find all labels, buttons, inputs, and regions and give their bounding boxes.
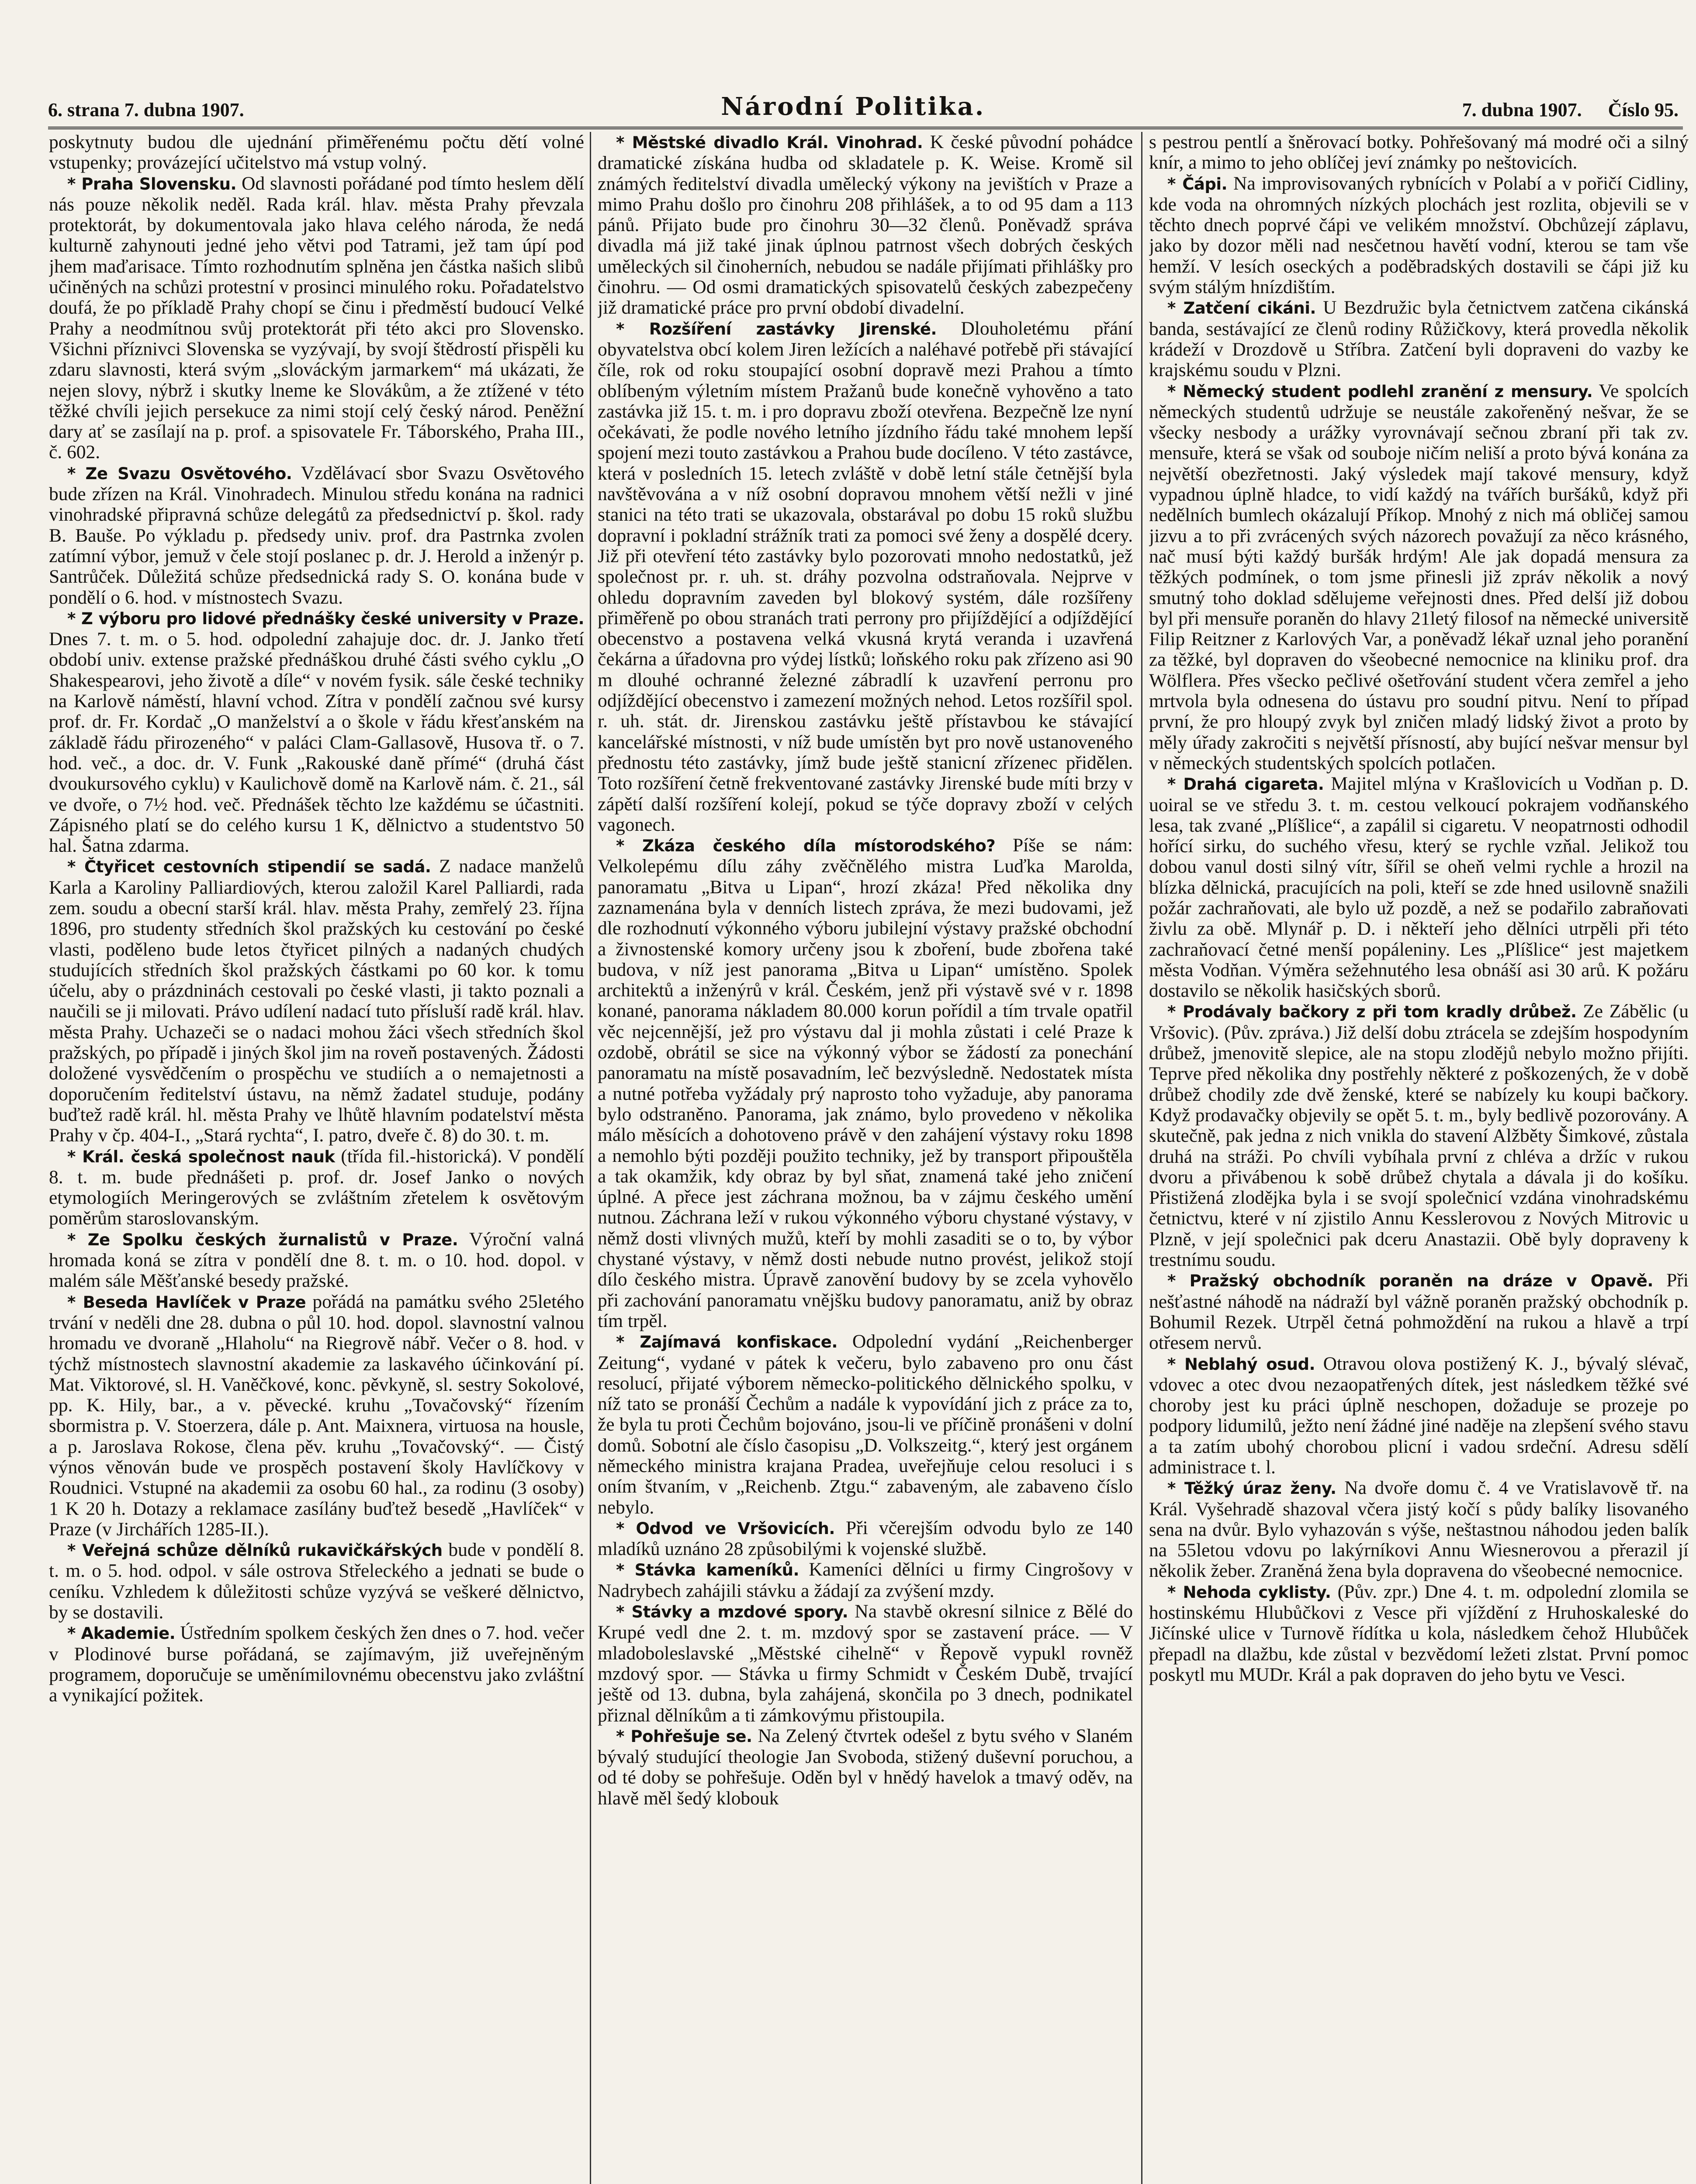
article-body: Píše se nám: Velkolepému dílu záhy zvěčnělého mistra Luďka Marolda, panoramatu „Bitva u Lipan“, hrozí zkáza! Před několika dny zaznamenána byla v denních listech zpráva, že mezi budovami, jež dle rozhodnutí výkonného výboru jubilejní výstavy pražské obchodní a živnostenské komory určeny jsou k zboření, bude zbořena také budova, v níž jest panorama „Bitva u Lipan“ umístěno. Spolek architektů a inženýrů v král. Českém, jenž při výstavě své v r. 1898 konané, panorama nákladem 80.000 korun pořídil a tím trvale opatřil věc nejcennější, jež pro výstavu dal ji mohla zůstati i celé Praze k ozdobě, obrátil se sice na výkonný výbor se žádostí za ponechání panoramatu na místě posavadním, leč bezvýsledně. Nedostatek místa a nutné potřeba vyžádaly prý naprosto toho vyžaduje, aby panorama bylo odstraněno. Panorama, jak známo, bylo provedeno v několika málo měsících a dohotoveno právě v den zahájení výstavy roku 1898 a nemohlo býti později použito techniky, jež by transport připouštěla a tak okamžik, kdy obraz by byl sňat, znamená také jeho zničení úplné. A přece jest záchrana možnou, ba v zájmu českého umění nutnou. Záchrana leží v rukou výkonného výboru chystané výstavy, v němž dosti vlivných mužů, kteří by mohli zasaditi se o to, by výbor chystané výstavy, v němž dosti nebude nutno provést, jelikož stojí dílo českého mistra. Úpravě zanovění budovy by se zcela vyhovělo při zachování panoramatu vnějšku budovy panoramatu, aniž by obraz tím trpěl. [598, 835, 1133, 1331]
article-heading: * Zatčení cikáni. [1167, 299, 1316, 318]
article-heading: * Pražský obchodník poraněn na dráze v Opavě. [1167, 1272, 1653, 1291]
article-body: Na Zelený čtvrtek odešel z bytu svého v Slaném bývalý studující theologie Jan Svoboda, stižený duševní poruchou, a od té doby se pohřešuje. Oděn byl v hnědý havelok a tmavý oděv, na hlavě měl šedý klobouk [598, 1725, 1133, 1809]
article [49, 1292, 584, 1540]
article [1149, 1270, 1689, 1353]
masthead [48, 90, 1679, 121]
article [49, 1540, 584, 1623]
article-heading: * Čtyřicet cestovních stipendií se sadá. [67, 857, 431, 877]
article-body: bude v pondělí 8. t. m. o 5. hod. odpol. v sále ostrova Střeleckého a jednati se bude o ceníku. Vzhledem k důležitosti schůze vyzývá se veškeré dělnictvo, by se dostavili. [49, 1539, 584, 1623]
article-heading: * Neblahý osud. [1167, 1355, 1315, 1374]
article-heading: * Čápi. [1167, 174, 1228, 194]
article-body: (třída fil.-historická). V pondělí 8. t. m. bude přednášeti p. prof. dr. Josef Janko o nových etymologiích Meringerových se zvláštním zřetelem k osvětovým poměrům staroslovanským. [49, 1145, 584, 1229]
article-heading: * Těžký úraz ženy. [1167, 1479, 1336, 1498]
article-body: U Bezdružic byla četnictvem zatčena cikánská banda, sestávající ze členů rodiny Růžičkovy, která provedla několik krádeží v Drozdově u Stříbra. Zatčení byli dopraveni do vazby ke krajskému soudu v Plzni. [1149, 297, 1689, 381]
article [49, 1623, 584, 1706]
article [49, 463, 584, 608]
article-body: Otravou olova postižený K. J., bývalý slévač, vdovec a otec dvou nezaopatřených dítek, jest následkem těžké své choroby jest ku práci úplně neschopen, dožaduje se prozeje po podpory lidumilů, ježto není žádné jiné naděje na zlepšení svého stavu a ta zatím ubohý chorobou plicní i vadou srdeční. Adresu sdělí administrace t. l. [1149, 1353, 1689, 1478]
article-body: Ze Zábělic (u Vršovic). (Pův. zpráva.) Již delší dobu ztrácela se zdejším hospodyním drůbež, jmenovitě slepice, ale na stopu zlodějů nebylo možno přijíti. Teprve před několika dny postřehly některé z poškozených, že v době drůbež chodily zde dvě ženské, které se nabízely ku koupi bačkory. Když prodavačky objevily se opět 5. t. m., byly bedlivě pozorovány. A skutečně, pak jedna z nich vnikla do stavení Alžběty Šimkové, zůstala druhá na stráži. Po chvíli vybíhala první z chléva a držíc v rukou dvoru a přivábenou k sobě drůbež chytala a dávala ji do košíku. Přistižená zlodějka byla i se svojí společnicí vzdána vinohradskému četnictvu, které v ní zjistilo Annu Kesslerovou z Nových Mitrovic u Plzně, v její společnici pak dceru Anastazii. Obě byly dopraveny k trestnímu soudu. [1149, 1001, 1689, 1271]
article-heading: * Akademie. [67, 1624, 176, 1643]
article-body: Na dvoře domu č. 4 ve Vratislavově tř. na Král. Vyšehradě shazoval včera jistý kočí s půdy balíky lisovaného sena na dvůr. Bylo vyhazován s výše, neštastnou náhodou jeden balík na 55letou vdovu po lakýrníkovi Annu Wiesnerovou a přerazil jí několik žeber. Zraněná žena byla dopravena do všeobecné nemocnice. [1149, 1477, 1689, 1582]
article-heading: * Prodávaly bačkory z při tom kradly drůbež. [1167, 1002, 1577, 1022]
article-body: s pestrou pentlí a šněrovací botky. Pohřešovaný má modré oči a silný knír, a mimo to jeho oblíčej jeví známky po neštovicích. [1149, 132, 1689, 173]
article-heading: * Ze Spolku českých žurnalistů v Praze. [67, 1230, 458, 1249]
column-divider [1141, 132, 1142, 2184]
article [1149, 381, 1689, 774]
article [49, 132, 584, 173]
article [598, 1331, 1133, 1518]
column-1 [49, 132, 584, 2184]
article-body: Od slavnosti pořádané pod tímto heslem dělí nás pouze několik neděl. Rada král. hlav. města Prahy převzala protektorát, by dokumentovala jako hlava celého národa, že nedá kulturně zahynouti jedné jeho větvi pod Tatrami, jež tam úpí pod jhem maďarisace. Tímto rozhodnutím splněna jen částka našich slibů učiněných na schůzi protestní v prosinci minulého roku. Pořadatelstvo doufá, že po příkladě Prahy chopí se činu i předměstí budoucí Velké Prahy a neodmítnou svůj protektorát při této akci pro Slovensko. Všichni příznivci Slovenska se vyzývají, by svojí štědrostí přispěli ku zdaru slavnosti, která svým „slováckým jarmarkem“ má ukázati, že nejen slovy, nýbrž i skutky lneme ke Slovákům, a že ztížené v této těžké chvíli jejich persekuce za nimi stojí celý český národ. Peněžní dary ať se zasílají na p. prof. a spisovatele Fr. Táborského, Praha III., č. 602. [49, 173, 584, 463]
article [1149, 1354, 1689, 1478]
article [598, 1726, 1133, 1809]
column-3 [1149, 132, 1689, 2184]
article-body: Na stavbě okresní silnice z Bělé do Krupé vedl dne 2. t. m. mzdový spor se zastavení práce. — V mladoboleslavské „Městské cihelně“ v Řepově vypukl rovněž mzdový spor. — Stávka u firmy Schmidt v Českém Dubě, trvající ještě od 13. dubna, byla zahájená, skončila po 3 dnech, podnikatel přiznal dělníkům a ti zámkovýmu přistoupila. [598, 1601, 1133, 1726]
article [49, 173, 584, 463]
article-body: Při včerejším odvodu bylo ze 140 mladíků uznáno 28 způsobilými k vojenské službě. [598, 1517, 1133, 1560]
article [598, 835, 1133, 1331]
article-body: Dlouholetému přání obyvatelstva obcí kolem Jiren ležících a naléhavé potřebě při stávající číle, rok od roku stoupající osobní dopravě mezi Prahou a tímto oblíbeným výletním místem Pražanů bude konečně vyhověno a tato zastávka již 15. t. m. i pro dopravu zboží otevřena. Bezpečně lze nyní očekávati, že podle nového letního jízdního řádu také mnohem lepší spojení mezi touto zastávkou a Prahou bude docíleno. V této zastávce, která v posledních 15. letech zvláště v době letní stále četnější byla navštěvována a v níž osobní dopravou mnohem větší nežli v jiné stanici na této trati se ukazovala, obstarával po dobu 15 roků službu dopravní i pokladní strážník trati za pomoci své ženy a dospělé dcery. Již při otevření této zastávky bylo pozorovati mnoho nedostatků, jež společnost pr. r. uh. st. dráhy pozvolna odstraňovala. Nejprve v ohledu dopravním zaveden byl blokový systém, dále rozšířeny přiměřeně po obou stranách trati perrony pro přijíždějící a odjíždějící obecenstvo a postavena velká vkusná krytá veranda i uzavřená čekárna a úřadovna pro výdej lístků; loňského roku pak zřízeno asi 90 m dlouhé ochranné železné zábradlí k uzavření perronu pro odjíždějící obecenstvo i zamezení možných nehod. Letos rozšířil spol. r. uh. stát. dr. Jirenskou zastávku ještě přístavbou ke stávající kancelářské místnosti, v níž bude umístěn byt pro nově ustanoveného přednostu této zastávky, jímž bude ještě stanicní zřízenec přidělen. Toto rozšíření četně frekventované zastávky Jirenské bude míti brzy v zápětí další rozšíření kolejí, pokud se týče dopravy zboží v celých vagonech. [598, 318, 1133, 835]
article-body: Ústředním spolkem českých žen dnes o 7. hod. večer v Plodinové burse pořádaná, se zajímavým, již uveřejněným programem, doporučuje se uměnímilovnému obecenstvu jako zvláštní a vynikající požitek. [49, 1622, 584, 1706]
column-2 [598, 132, 1133, 2184]
header-rule [48, 127, 1683, 129]
article-body: Kameníci dělníci u firmy Cingrošovy v Nadrybech zahájili stávku a žádají za zvýšení mzdy. [598, 1559, 1133, 1601]
article [49, 1146, 584, 1229]
article-body: Z nadace manželů Karla a Karoliny Palliardiových, kterou založil Karel Palliardi, rada zem. soudu a obecní starší král. hlav. města Prahy, zemřelý 23. října 1896, pro studenty středních škol pražských ku cestování po české vlasti, poděleno bude letos čtyřicet pilných a nadaných chudých studujících středních škol pražských částkami po 60 kor. k tomu účelu, aby o prázdninách cestovali po české vlasti, ji takto poznali a naučili se ji milovati. Právo udílení nadací tuto přísluší radě král. hlav. města Prahy. Uchazeči se o nadaci mohou žáci všech středních škol pražských, po případě i jiných škol jim na roveň postavených. Žádosti doložené vysvědčením o prospěchu ve studiích a o nemajetnosti a doporučením ředitelství ústavu, na němž žadatel studuje, podány buďtež radě král. hl. města Prahy ve lhůtě hlavním podatelství města Prahy v čp. 404-I., „Stará rychta“, I. patro, dveře č. 8) do 30. t. m. [49, 856, 584, 1146]
article [598, 318, 1133, 835]
article [1149, 1582, 1689, 1685]
article-heading: * Rozšíření zastávky Jirenské. [616, 319, 937, 339]
header-right [1462, 99, 1679, 121]
article-body: Na improvisovaných rybnících v Polabí a v pořičí Cidliny, kde voda na ohromných nízkých plochách jest rozlita, objevili se v těchto dnech poprvé čápi ve velikém množství. Obchůzejí záplavu, jako by dozor měli nad nesčetnou havětí vodní, kterou se tam vše hemží. V lesích oseckých a poděbradských dostavili se čápi již ku svým stálým hnízdištím. [1149, 173, 1689, 298]
article-body: Ve spolcích německých studentů udržuje se neustále zakořeněný nešvar, že se všecky nesbody a urážky vyrovnávají sečnou zbraní při tak zv. mensuře, která se však od souboje ničím neliší a proto bývá konána za největší obezřetnosti. Jaký výsledek mají takové mensury, když vypadnou úplně hladce, to vidí každý na tvářích buršáků, když při nedělních bumlech okázalují Příkop. Mnohý z nich má obličej samou jizvu a to při zvrácených svých názorech považují za něco krásného, nač musí býti každý buršák hrdým! Ale jak dopadá mensura za těžkých podmínek, o tom jsme přinesli již zpráv několik a nový smutný toho doklad sdělujeme veřejnosti dnes. Před delší již dobou byl při mensuře poraněn do hlavy 21letý filosof na německé universitě Filip Reitzner z Karlových Var, a poněvadž lékař uznal jeho poranění za těžké, byl dopraven do všeobecné nemocnice na kliniku prof. dra Wölflera. Přes všecko pečlivé ošetřování student včera zemřel a jeho mrtvola byla odnesena do ústavu pro soudní pitvu. Není to případ první, že pro hloupý zvyk byl zničen mladý lidský život a proto by měly úřady zakročiti s největší přísností, aby bující nešvar mensur byl v německých studentských spolcích potlačen. [1149, 380, 1689, 774]
header-date: 7. dubna 1907. [1462, 99, 1582, 121]
article-heading: * Odvod ve Vršovicích. [616, 1519, 835, 1538]
issue-number: Číslo 95. [1608, 99, 1679, 121]
article-body: K české původní pohádce dramatické získána hudba od skladatele p. K. Weise. Kromě sil známých ředitelství divadla umělecký výkony na jevištích v Praze a mimo Prahu došlo pro činohru 208 přihlášek, a to od 95 dam a 113 pánů. Přijato bude pro činohru 30—32 členů. Poněvadž správa divadla má již také jinak úplnou patrnost všech dobrých českých uměleckých sil činoherních, nebudou se nadále přijímati přihlášky pro činohru. — Od osmi dramatických spisovatelů českých zabezpečeny již dramatické práce pro první období divadelní. [598, 132, 1133, 318]
article-heading: * Král. česká společnost nauk [67, 1147, 335, 1166]
article-heading: * Nehoda cyklisty. [1167, 1583, 1331, 1602]
newspaper-title: Národní Politika. [721, 92, 986, 121]
article-body: Při nešťastné náhodě na nádraží byl vážně poraněn pražský obchodník p. Bohumil Rezek. Utrpěl četná pohmoždění na rukou a hlavě a trpí otřesem nervů. [1149, 1270, 1689, 1354]
article-body: (Pův. zpr.) Dne 4. t. m. odpolední zlomila se hostinskému Hlubůčkovi z Vesce při vjíždění z Hruhoskaleské do Jičínské ulice v Turnově řídítka u kola, následkem čehož Hlubůček přepadl na dlažbu, kde zůstal v bezvědomí ležeti zlstat. První pomoc poskytl mu MUDr. Král a pak dopraven do jeho bytu ve Vesci. [1149, 1581, 1689, 1685]
article-heading: * Městské divadlo Král. Vinohrad. [616, 133, 923, 152]
article [1149, 1001, 1689, 1270]
article [598, 132, 1133, 318]
article-heading: * Ze Svazu Osvětového. [67, 464, 292, 483]
article-body: Vzdělávací sbor Svazu Osvětového bude zřízen na Král. Vinohradech. Minulou středu konána na radnici vinohradské připravná schůze delegátů za předsednictví p. škol. rady B. Bauše. Po výkladu p. předsedy univ. prof. dra Pastrnka zvolen zatímní výbor, jemuž v čele stojí poslanec p. dr. J. Herold a inženýr p. Santrůček. Důležitá schůze předsednická rady S. O. konána bude v pondělí o 6. hod. v místnostech Svazu. [49, 462, 584, 608]
article-heading: * Z výboru pro lidové přednášky české university v Praze. [67, 609, 584, 628]
article-heading: * Stávka kameníků. [616, 1561, 800, 1580]
article-heading: * Německý student podlehl zranění z mensury. [1167, 382, 1593, 401]
article-body: Dnes 7. t. m. o 5. hod. odpolední zahajuje doc. dr. J. Janko třetí období univ. extense pražské přednáškou druhé části svého cyklu „O Shakespearovi, jeho životě a díle“ v novém fysik. sále české techniky na Karlově náměstí, hlavní vchod. Zítra v pondělí začnou své kursy prof. dr. Fr. Kordač „O manželství a o škole v řádu křesťanském na základě řádu přirozeného“ v paláci Clam-Gallasově, Husova tř. o 7. hod. več., a doc. dr. V. Funk „Rakouské daně přímé“ (druhá část dvoukursového cyklu) v Kaulichově domě na Karlově nám. č. 21., sál ve dvoře, o 7½ hod. več. Přednášek těchto lze každému se účastniti. Zápisného platí se do celého kursu 1 K, dělnictvo a studentstvo 50 hal. Šatna zdarma. [49, 629, 584, 857]
column-divider [590, 132, 591, 2184]
article-body: poskytnuty budou dle ujednání přiměřenému počtu dětí volné vstupenky; provázející učitelstvo má vstup volný. [49, 132, 584, 173]
article-heading: * Beseda Havlíček v Praze [67, 1292, 306, 1312]
article [1149, 132, 1689, 173]
article-body: Majitel mlýna v Krašlovicích u Vodňan p. D. uoiral se ve středu 3. t. m. cestou velkoucí pokrajem vodňanského lesa, tak zvané „Plíšlice“, a zapálil si cigaretu. V neopatrnosti odhodil hořící sirku, do suchého vřesu, který se rychle vzňal. Jelikož tou dobou vanul dosti silný vítr, šířil se oheň velmi rychle a hrozil na blízka dělnická, pracujících na poli, kteří se zde hned usilovně snažili požár zachraňovati, ale bylo už pozdě, a než se podařilo zabraňovati živlu za obě. Mlynář p. D. i někteří jeho dělníci utrpěli při této zachraňovací četné menší popáleniny. Les „Plíšlice“ jest majetkem města Vodňan. Výměra sežehnutého lesa obnáší asi 30 arů. K požáru dostavilo se několik hasičských sborů. [1149, 773, 1689, 1002]
article [49, 1229, 584, 1292]
article [598, 1518, 1133, 1560]
article-heading: * Zkáza českého díla místorodského? [616, 836, 996, 856]
article [1149, 297, 1689, 380]
article [598, 1601, 1133, 1726]
article-heading: * Drahá cigareta. [1167, 775, 1324, 794]
article-heading: * Stávky a mzdové spory. [616, 1603, 848, 1622]
article-heading: * Praha Slovensku. [67, 174, 237, 194]
article-heading: * Pohřešuje se. [616, 1727, 752, 1746]
article [1149, 774, 1689, 1001]
article-heading: * Zajímavá konfiskace. [616, 1333, 838, 1352]
article [1149, 173, 1689, 298]
article [1149, 1478, 1689, 1581]
article-body: Odpolední vydání „Reichenberger Zeitung“, vydané v pátek k večeru, bylo zabaveno pro onu část resolucí, přijaté výborem německo-politického dělnického spolku, v níž tato se pronáší Čechům a nadále k vypovídání jich z práce za to, že byla tu proti Čechům bojováno, jsou-li ve příčině pronášeni v dolní domů. Sobotní ale číslo časopisu „D. Volkszeitg.“, který jest orgánem německého ministra krajana Pradea, uveřejňuje celou resoluci i s oním štvaním, v „Reichenb. Ztgu.“ zabaveným, ale zabaveno číslo nebylo. [598, 1331, 1133, 1518]
article [49, 608, 584, 857]
article-body: pořádá na památku svého 25letého trvání v neděli dne 28. dubna o půl 10. hod. dopol. slavnostní valnou hromadu ve dvoraně „Hlaholu“ na Riegrově nábř. Večer o 8. hod. v týchž místnostech slavnostní akademie za laskavého účinkování pí. Mat. Viktorové, sl. H. Vaněčkové, konc. pěvkyně, sl. sestry Sokolové, pp. K. Hily, bar., a v. pěvecké. kruhu „Tovačovský“ řízením sbormistra p. V. Stoerzera, dále p. Ant. Maixnera, virtuosa na housle, a p. Jaroslava Rokose, člena pěv. kruhu „Tovačovský“. — Čistý výnos věnován bude ve prospěch postavení školy Havlíčkovy v Roudnici. Vstupné na akademii za osobu 60 hal., za rodinu (3 osoby) 1 K 20 h. Dotazy a reklamace zasílány buďtež besedě „Havlíček“ v Praze (v Jirchářích 1285-II.). [49, 1291, 584, 1540]
article [598, 1559, 1133, 1601]
article-heading: * Veřejná schůze dělníků rukavičkářských [67, 1541, 443, 1560]
article-body: Výroční valná hromada koná se zítra v pondělí dne 8. t. m. o 10. hod. dopol. v malém sále Měšťanské besedy pražské. [49, 1228, 584, 1292]
article [49, 856, 584, 1146]
header-left: 6. strana 7. dubna 1907. [48, 99, 244, 121]
